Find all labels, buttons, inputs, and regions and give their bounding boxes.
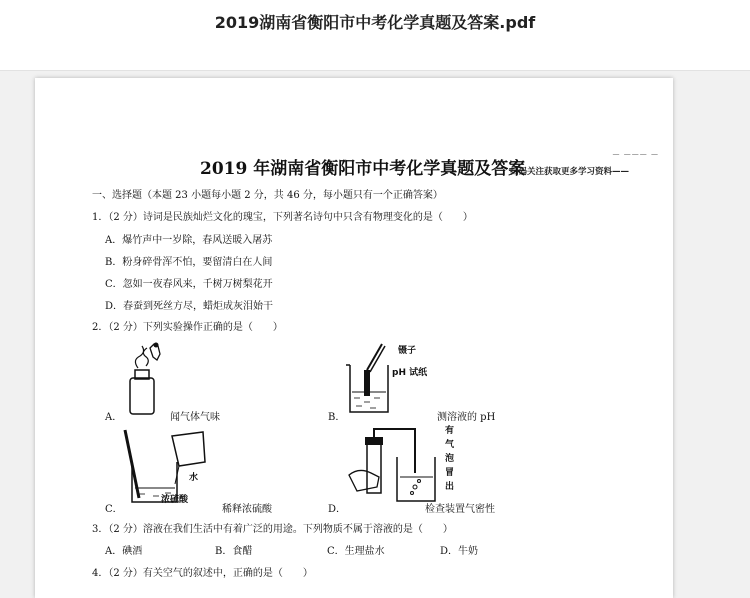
figure-a-caption: 闻气体气味 — [170, 412, 220, 423]
label-bubble-3: 泡 — [445, 454, 455, 464]
figure-smell-gas — [120, 340, 170, 418]
label-tweezers: 镊子 — [398, 346, 417, 356]
question-3-option-c: C．生理盐水 — [327, 546, 385, 557]
label-ph-paper: pH 试纸 — [392, 368, 428, 378]
question-1-stem: 1．（2 分）诗词是民族灿烂文化的瑰宝，下列著名诗句中只含有物理变化的是（ ） — [92, 212, 473, 223]
corner-mark: — ——— — — [612, 150, 659, 158]
section-heading: 一、选择题（本题 23 小题每小题 2 分，共 46 分，每小题只有一个正确答案） — [92, 190, 443, 201]
viewer-header — [0, 0, 750, 71]
figure-airtightness — [345, 423, 475, 508]
question-1-option-b: B．粉身碎骨浑不怕，要留清白在人间 — [105, 257, 273, 268]
document-title: 2019 年湖南省衡阳市中考化学真题及答案 — [200, 159, 526, 179]
label-conc-acid: 浓硫酸 — [161, 495, 189, 505]
label-bubble-5: 出 — [445, 482, 455, 492]
figure-ph-test — [340, 340, 450, 415]
question-2-stem: 2．（2 分）下列实验操作正确的是（ ） — [92, 322, 283, 333]
question-1-option-a: A．爆竹声中一岁除，春风送暖入屠苏 — [105, 235, 273, 246]
question-3-option-d: D．牛奶 — [440, 546, 479, 557]
question-3-option-a: A．碘酒 — [105, 546, 143, 557]
question-1-option-c: C．忽如一夜春风来，千树万树梨花开 — [105, 279, 273, 290]
figure-b-caption: 测溶液的 pH — [437, 412, 496, 423]
question-3-stem: 3．（2 分）溶液在我们生活中有着广泛的用途。下列物质不属于溶液的是（ ） — [92, 524, 453, 535]
label-bubble-2: 气 — [445, 440, 455, 450]
question-3-option-b: B．食醋 — [215, 546, 253, 557]
label-water: 水 — [189, 473, 199, 483]
document-page — [35, 78, 673, 598]
question-4-stem: 4．（2 分）有关空气的叙述中，正确的是（ ） — [92, 568, 313, 579]
file-title: 2019湖南省衡阳市中考化学真题及答案.pdf — [214, 13, 536, 32]
figure-d-letter: D． — [328, 504, 347, 515]
figure-c-letter: C． — [105, 504, 123, 515]
label-bubble-1: 有 — [445, 426, 455, 436]
figure-dilute-acid — [117, 428, 217, 506]
label-bubble-4: 冒 — [445, 468, 455, 478]
figure-c-caption: 稀释浓硫酸 — [222, 504, 272, 515]
figure-a-letter: A． — [105, 412, 123, 423]
qr-note: 扫码关注获取更多学习资料—— — [510, 167, 630, 177]
question-1-option-d: D．春蚕到死丝方尽，蜡炬成灰泪始干 — [105, 301, 274, 312]
figure-b-letter: B． — [328, 412, 346, 423]
figure-d-caption: 检查装置气密性 — [425, 504, 495, 515]
